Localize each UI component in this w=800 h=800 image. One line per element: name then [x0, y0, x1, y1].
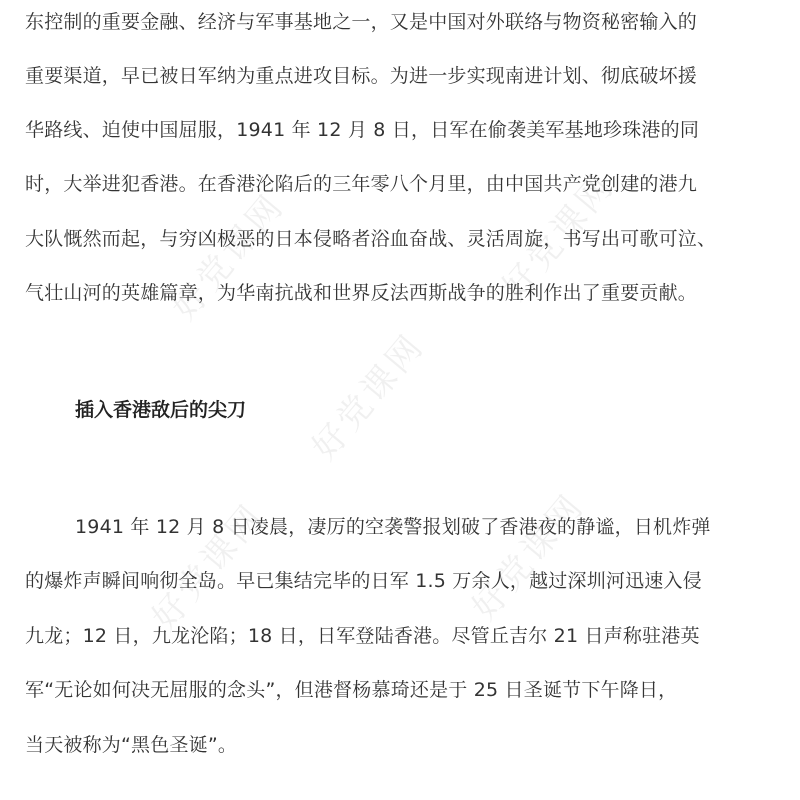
- section-heading: 插入香港敌后的尖刀: [75, 399, 247, 421]
- watermark: 好党课网: [494, 165, 623, 308]
- paragraph-line: 1941 年 12 月 8 日凌晨，凄厉的空袭警报划破了香港夜的静谧，日机炸弹: [75, 516, 711, 538]
- paragraph-line: 东控制的重要金融、经济与军事基地之一，又是中国对外联络与物资秘密输入的: [25, 11, 698, 33]
- paragraph-line: 军“无论如何决无屈服的念头”，但港督杨慕琦还是于 25 日圣诞节下午降日，: [25, 679, 678, 701]
- paragraph-line: 华路线、迫使中国屈服，1941 年 12 月 8 日，日军在偷袭美军基地珍珠港的同: [25, 119, 700, 141]
- paragraph-line: 气壮山河的英雄篇章，为华南抗战和世界反法西斯战争的胜利作出了重要贡献。: [25, 282, 698, 304]
- paragraph-line: 重要渠道，早已被日军纳为重点进攻目标。为进一步实现南进计划、彻底破坏援: [25, 65, 698, 87]
- watermark: 好党课网: [464, 485, 593, 628]
- watermark: 好党课网: [304, 325, 433, 468]
- paragraph-line: 当天被称为“黑色圣诞”。: [25, 734, 238, 756]
- paragraph-line: 大队慨然而起，与穷凶极恶的日本侵略者浴血奋战、灵活周旋，书写出可歌可泣、: [25, 228, 717, 250]
- watermark: 好党课网: [164, 185, 293, 328]
- paragraph-line: 时，大举进犯香港。在香港沦陷后的三年零八个月里，由中国共产党创建的港九: [25, 173, 698, 195]
- paragraph-line: 九龙；12 日，九龙沦陷；18 日，日军登陆香港。尽管丘吉尔 21 日声称驻港英: [25, 625, 700, 647]
- paragraph-line: 的爆炸声瞬间响彻全岛。早已集结完毕的日军 1.5 万余人，越过深圳河迅速入侵: [25, 570, 702, 592]
- watermark: 好党课网: [144, 495, 273, 638]
